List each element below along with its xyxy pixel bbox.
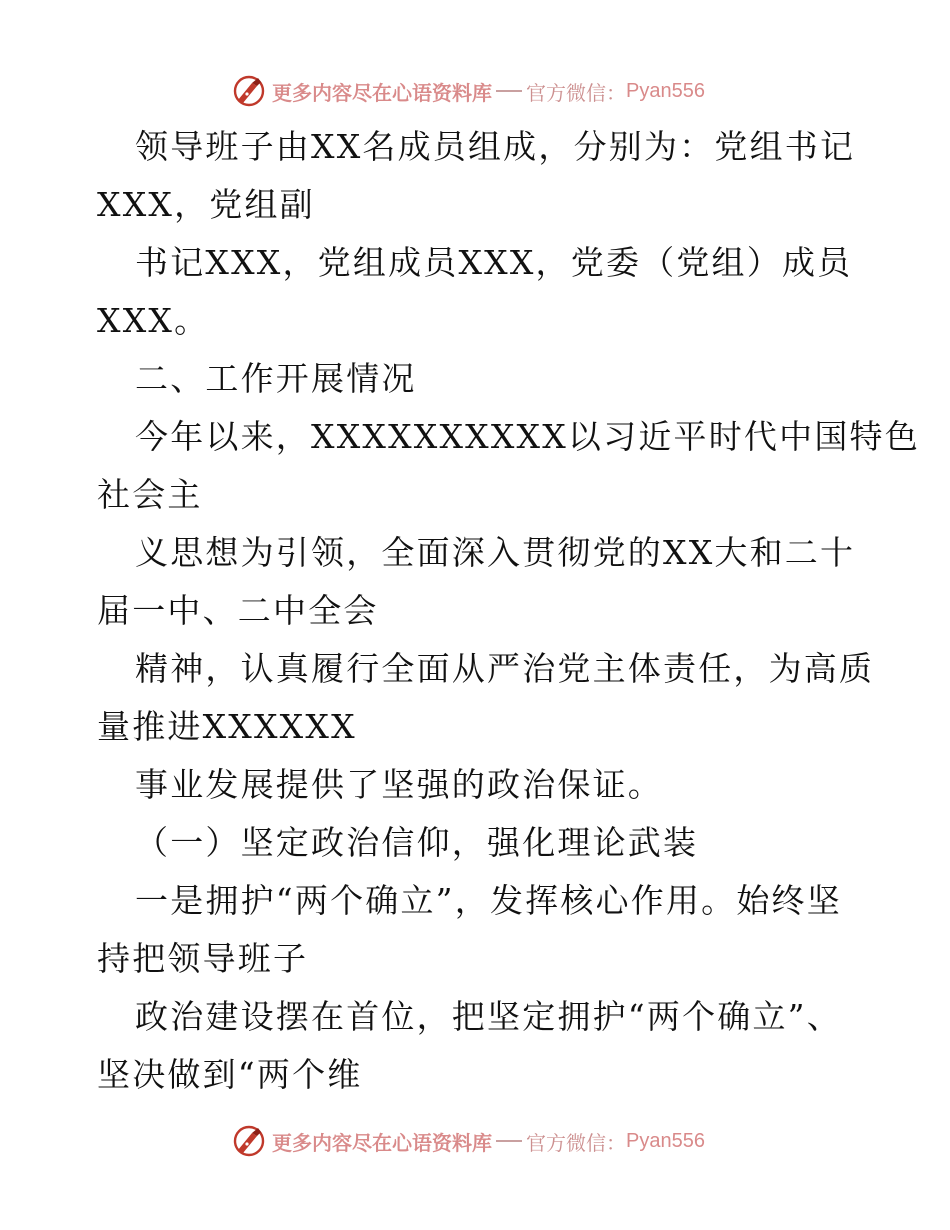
body-line: 量推进XXXXXX: [97, 707, 357, 746]
subsection-heading: （一）坚定政治信仰，强化理论武装: [135, 823, 699, 862]
body-line: 今年以来，XXXXXXXXXX以习近平时代中国特色: [135, 417, 920, 456]
body-line: 领导班子由XX名成员组成，分别为：党组书记: [135, 127, 856, 166]
footer-watermark: [232, 1121, 705, 1161]
header-watermark-text: 更多内容尽在心语资料库: [272, 80, 492, 105]
body-line: XXX，党组副: [97, 185, 315, 224]
footer-separator: [496, 1140, 522, 1142]
body-line: 精神，认真履行全面从严治党主体责任，为高质: [135, 649, 875, 688]
footer-watermark-text: 更多内容尽在心语资料库: [272, 1130, 492, 1155]
body-line: 书记XXX，党组成员XXX，党委（党组）成员: [135, 243, 853, 282]
body-line: XXX。: [97, 301, 210, 340]
body-line: 政治建设摆在首位，把坚定拥护“两个确立”、: [135, 997, 842, 1036]
section-heading: 二、工作开展情况: [135, 359, 417, 398]
body-line: 义思想为引领，全面深入贯彻党的XX大和二十: [135, 533, 856, 572]
body-line: 持把领导班子: [97, 939, 309, 978]
body-line: 事业发展提供了坚强的政治保证。: [135, 765, 663, 804]
body-line: 社会主: [97, 475, 203, 514]
header-wechat-id: Pyan556: [626, 79, 705, 102]
footer-wechat-label: 官方微信：: [526, 1130, 626, 1155]
header-watermark: [232, 71, 705, 111]
pen-nib-circle-icon: [232, 74, 266, 108]
body-line: 一是拥护“两个确立”，发挥核心作用。始终坚: [135, 881, 842, 920]
header-wechat-label: 官方微信：: [526, 80, 626, 105]
body-line: 届一中、二中全会: [97, 591, 379, 630]
footer-wechat-id: Pyan556: [626, 1129, 705, 1152]
pen-nib-circle-icon: [232, 1124, 266, 1158]
body-line: 坚决做到“两个维: [97, 1055, 363, 1094]
header-separator: [496, 90, 522, 92]
